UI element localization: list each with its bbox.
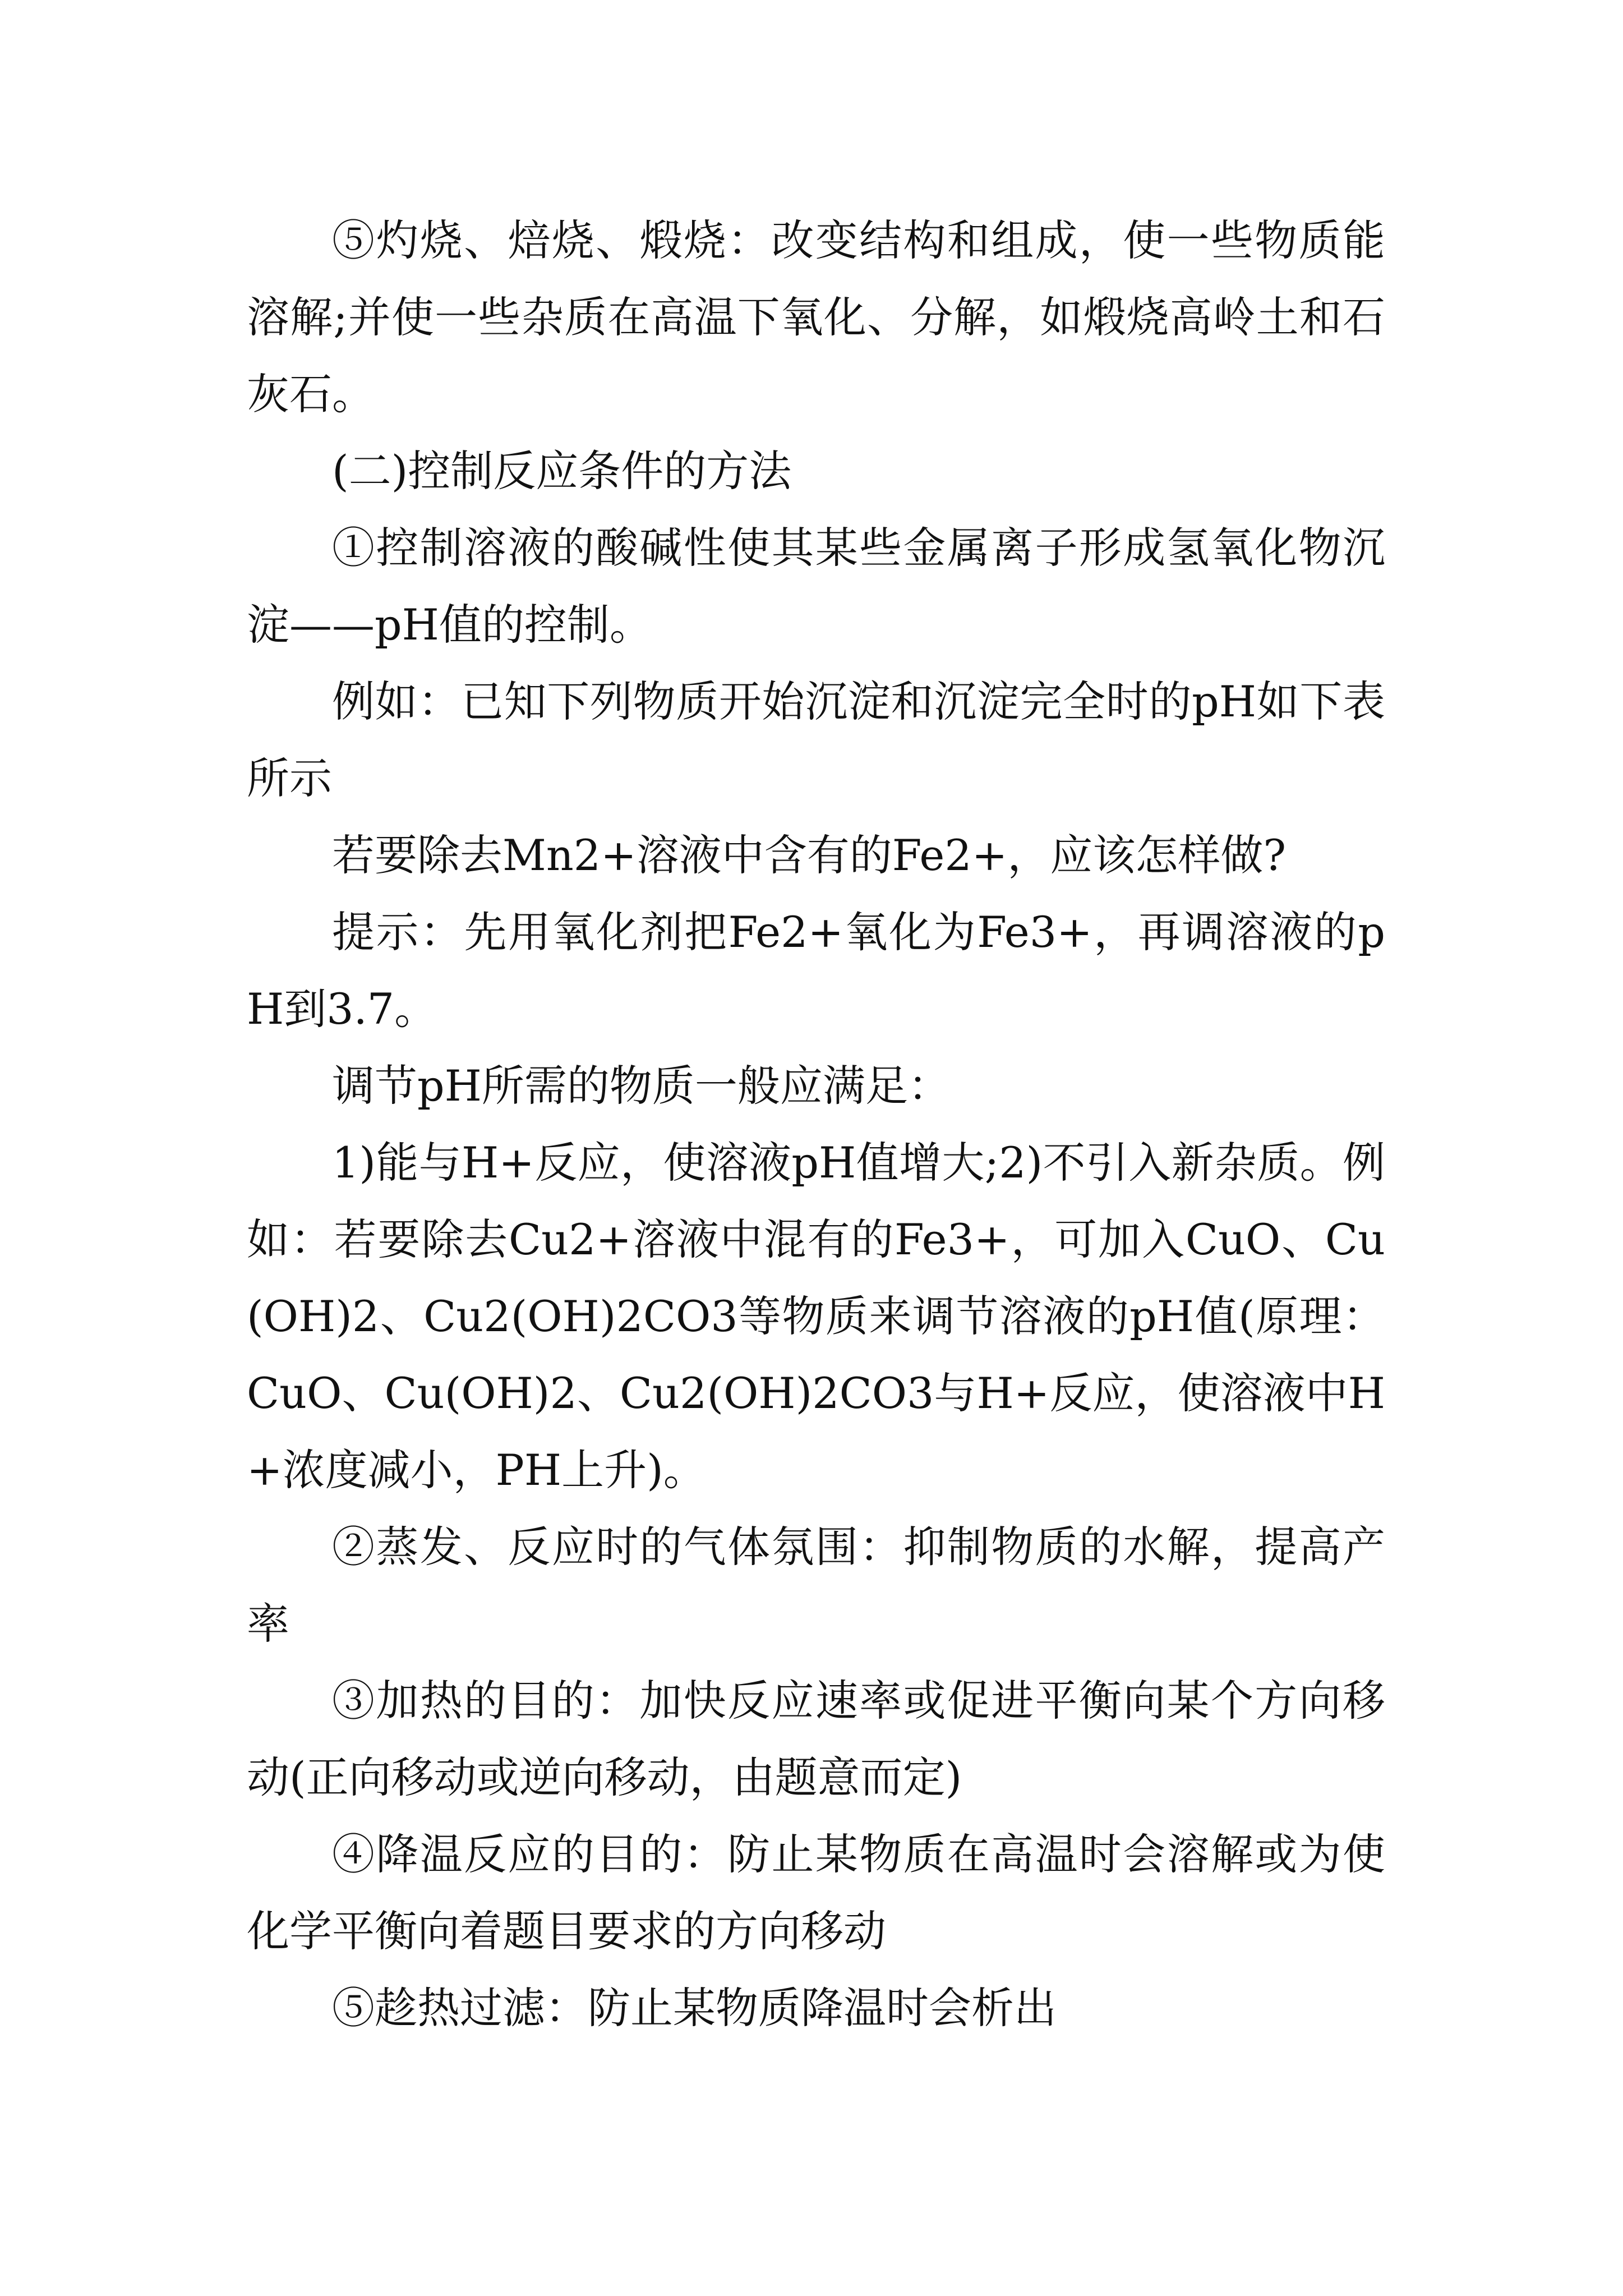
paragraph-cooling: ④降温反应的目的：防止某物质在高温时会溶解或为使化学平衡向着题目要求的方向移动 bbox=[247, 1829, 1385, 1956]
paragraph-ph-control: ①控制溶液的酸碱性使其某些金属离子形成氢氧化物沉淀——pH值的控制。 bbox=[247, 523, 1385, 650]
paragraph-requirements-detail: 1)能与H+反应，使溶液pH值增大;2)不引入新杂质。例如：若要除去Cu2+溶液中混有的Fe3+，可加入CuO、Cu(OH)2、Cu2(OH)2CO3等物质来调节溶液的pH值(原理：CuO、Cu(OH)2、Cu2(OH)2CO3与H+反应，使溶液中H+浓度减小，PH上升)。 bbox=[247, 1138, 1385, 1495]
paragraph-hot-filtration: ⑤趁热过滤：防止某物质降温时会析出 bbox=[332, 1983, 1057, 2033]
paragraph-question: 若要除去Mn2+溶液中含有的Fe2+，应该怎样做? bbox=[332, 830, 1287, 880]
paragraph-example-table: 例如：已知下列物质开始沉淀和沉淀完全时的pH如下表所示 bbox=[247, 677, 1385, 803]
paragraph-heating: ③加热的目的：加快反应速率或促进平衡向某个方向移动(正向移动或逆向移动，由题意而定) bbox=[247, 1676, 1385, 1802]
document-body bbox=[247, 202, 1385, 2046]
paragraph-calcination: ⑤灼烧、焙烧、煅烧：改变结构和组成，使一些物质能溶解;并使一些杂质在高温下氧化、分解，如煅烧高岭土和石灰石。 bbox=[247, 215, 1385, 419]
paragraph-hint: 提示：先用氧化剂把Fe2+氧化为Fe3+，再调溶液的pH到3.7。 bbox=[247, 907, 1385, 1034]
paragraph-requirements-intro: 调节pH所需的物质一般应满足： bbox=[332, 1061, 951, 1111]
section-heading-reaction-conditions: (二)控制反应条件的方法 bbox=[332, 446, 792, 496]
paragraph-evaporation: ②蒸发、反应时的气体氛围：抑制物质的水解，提高产率 bbox=[247, 1522, 1385, 1649]
